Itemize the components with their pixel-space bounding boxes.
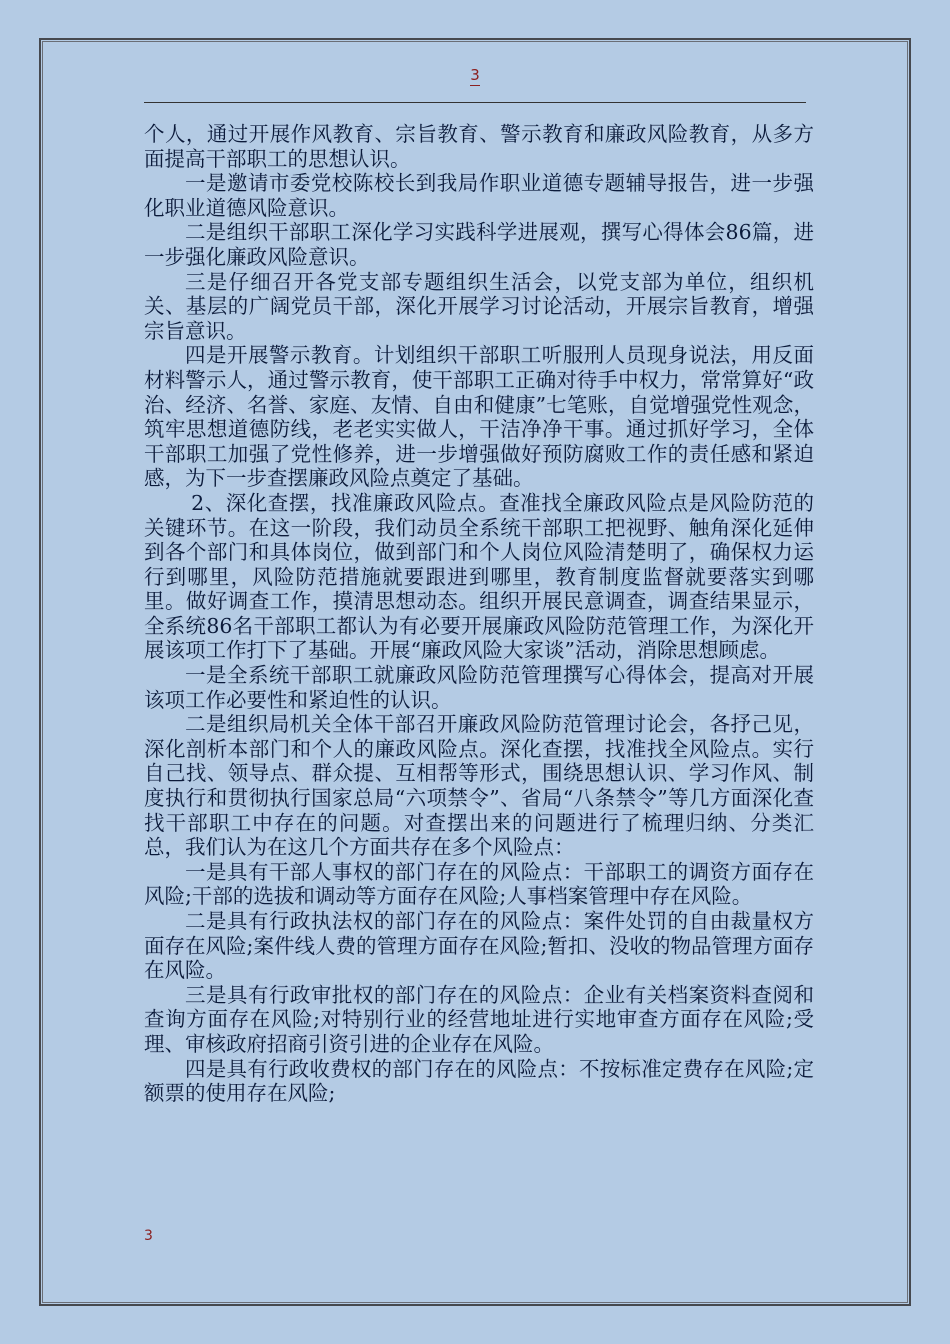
- section-heading-paragraph: 2、深化查摆，找准廉政风险点。查准找全廉政风险点是风险防范的关键环节。在这一阶段，我们动员全系统干部职工把视野、触角深化延伸到各个部门和具体岗位，做到部门和个人岗位风险清楚明了，确保权力运行到哪里，风险防范措施就要跟进到哪里，教育制度监督就要落实到哪里。做好调查工作，摸清思想动态。组织开展民意调查，调查结果显示，全系统86名干部职工都认为有必要开展廉政风险防范管理工作，为深化开展该项工作打下了基础。开展“廉政风险大家谈”活动，消除思想顾虑。: [144, 490, 814, 663]
- document-body: [144, 122, 814, 1106]
- paragraph: 个人，通过开展作风教育、宗旨教育、警示教育和廉政风险教育，从多方面提高干部职工的思想认识。: [144, 122, 814, 171]
- paragraph: 四是具有行政收费权的部门存在的风险点：不按标准定费存在风险;定额票的使用存在风险;: [144, 1056, 814, 1106]
- paragraph: 三是具有行政审批权的部门存在的风险点：企业有关档案资料查阅和查询方面存在风险;对特别行业的经营地址进行实地审查方面存在风险;受理、审核政府招商引资引进的企业存在风险。: [144, 982, 814, 1056]
- paragraph: 一是邀请市委党校陈校长到我局作职业道德专题辅导报告，进一步强化职业道德风险意识。: [144, 171, 814, 220]
- paragraph: 二是组织局机关全体干部召开廉政风险防范管理讨论会，各抒己见，深化剖析本部门和个人的廉政风险点。深化查摆，找准找全风险点。实行自己找、领导点、群众提、互相帮等形式，围绕思想认识、学习作风、制度执行和贯彻执行国家总局“六项禁令”、省局“八条禁令”等几方面深化查找干部职工中存在的问题。对查摆出来的问题进行了梳理归纳、分类汇总，我们认为在这几个方面共存在多个风险点：: [144, 712, 814, 860]
- header-page-number-text: 3: [470, 66, 480, 84]
- paragraph: 二是具有行政执法权的部门存在的风险点：案件处罚的自由裁量权方面存在风险;案件线人费的管理方面存在风险;暂扣、没收的物品管理方面存在风险。: [144, 909, 814, 983]
- header-page-number: [0, 66, 950, 86]
- paragraph: 二是组织干部职工深化学习实践科学进展观，撰写心得体会86篇，进一步强化廉政风险意识。: [144, 220, 814, 269]
- footer-page-number: 3: [144, 1228, 153, 1244]
- paragraph: 四是开展警示教育。计划组织干部职工听服刑人员现身说法，用反面材料警示人，通过警示教育，使干部职工正确对待手中权力，常常算好“政治、经济、名誉、家庭、友情、自由和健康”七笔账，自觉增强党性观念，筑牢思想道德防线，老老实实做人，干洁净净干事。通过抓好学习，全体干部职工加强了党性修养，进一步增强做好预防腐败工作的责任感和紧迫感，为下一步查摆廉政风险点奠定了基础。: [144, 343, 814, 491]
- paragraph: 一是具有干部人事权的部门存在的风险点：干部职工的调资方面存在风险;干部的选拔和调动等方面存在风险;人事档案管理中存在风险。: [144, 859, 814, 909]
- header-rule: [144, 102, 806, 103]
- paragraph: 一是全系统干部职工就廉政风险防范管理撰写心得体会，提高对开展该项工作必要性和紧迫性的认识。: [144, 663, 814, 712]
- paragraph: 三是仔细召开各党支部专题组织生活会，以党支部为单位，组织机关、基层的广阔党员干部，深化开展学习讨论活动，开展宗旨教育，增强宗旨意识。: [144, 269, 814, 343]
